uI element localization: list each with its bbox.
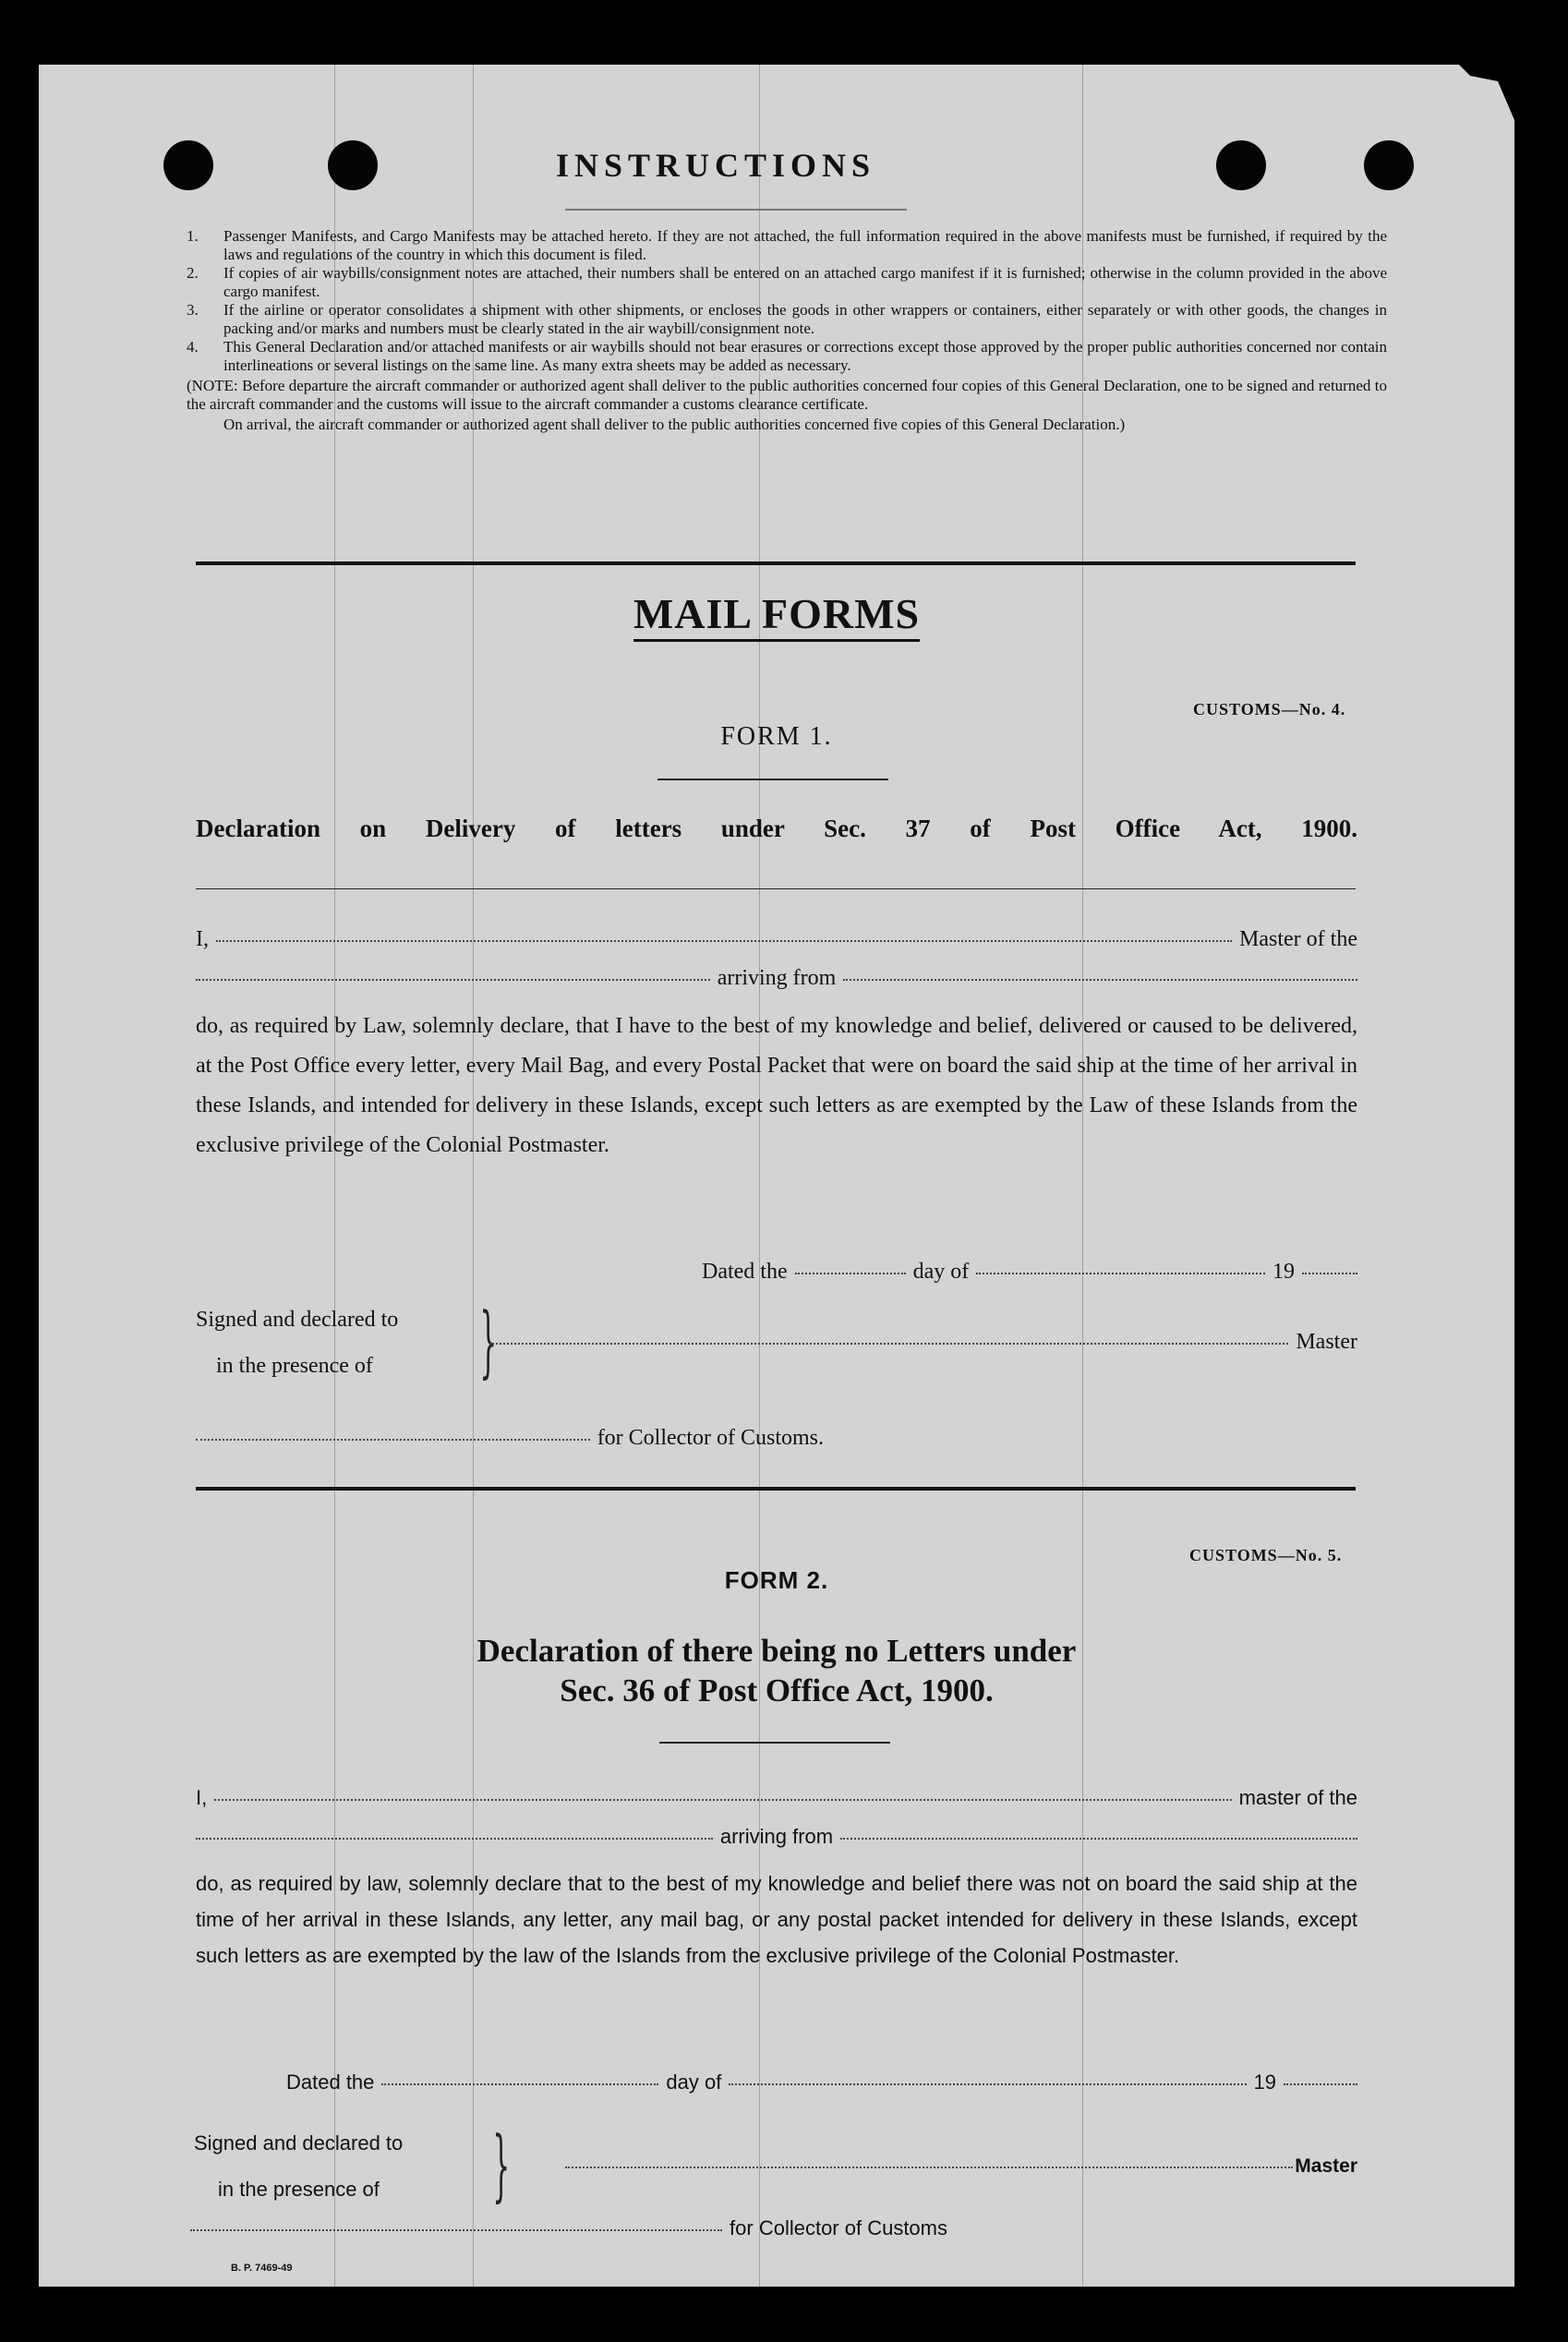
form2-heading-rule: [659, 1742, 890, 1744]
form1-declaration: Declaration on Delivery of letters under Sec. 37 of Post Office Act, 1900.: [196, 815, 1357, 842]
section-divider: [196, 561, 1356, 565]
collector-signature-field[interactable]: [190, 2229, 722, 2231]
form1-date-line: Dated the day of 19: [702, 1260, 1357, 1285]
instruction-note-arrival: On arrival, the aircraft commander or authorized agent shall deliver to the public authorities concerned five copies of this General Declaration.): [223, 416, 1126, 433]
form2-signed-label: Signed and declared to: [194, 2131, 404, 2155]
ship-name-field[interactable]: [196, 1838, 713, 1840]
form2-heading: FORM 2.: [724, 1566, 829, 1594]
instructions-title: INSTRUCTIONS: [556, 147, 876, 184]
ship-name-field[interactable]: [196, 979, 710, 981]
date-month-field[interactable]: [976, 1273, 1265, 1274]
print-code: B. P. 7469-49: [231, 2263, 293, 2274]
form1-master-line: I, Master of the: [196, 927, 1357, 951]
form1-presence-label: in the presence of: [216, 1354, 373, 1378]
mail-forms-title: MAIL FORMS: [39, 589, 1514, 638]
form1-master-sign-line: Master: [489, 1330, 1357, 1355]
form1-customs-code: CUSTOMS—No. 4.: [1193, 700, 1346, 718]
form2-collector-line: for Collector of Customs: [190, 2216, 947, 2240]
brace-icon: }: [479, 1296, 498, 1386]
date-year-field[interactable]: [1284, 2083, 1357, 2085]
form2-customs-code: CUSTOMS—No. 5.: [1189, 1546, 1343, 1564]
master-name-field[interactable]: [214, 1799, 1231, 1801]
form2-arriving-line: arriving from: [196, 1825, 1357, 1865]
brace-icon: }: [492, 2119, 511, 2210]
date-day-field[interactable]: [381, 2083, 658, 2085]
torn-corner: [1459, 65, 1514, 120]
instruction-note: (NOTE: Before departure the aircraft commander or authorized agent shall deliver to the public authorities concerned four copies of this General Declaration, one to be signed and returned to the aircraft commander and the customs will issue to the aircraft commander a customs clearance certificate.: [187, 377, 1387, 413]
punch-hole: [1216, 140, 1266, 190]
form1-declaration-rule: [196, 888, 1356, 889]
form2-declaration: Declaration of there being no Letters under Sec. 36 of Post Office Act, 1900.: [476, 1633, 1077, 1708]
form1-body: [196, 927, 1357, 1165]
form1-heading-rule: [657, 779, 888, 780]
form1-declaration-text: do, as required by Law, solemnly declare, that I have to the best of my knowledge and belief, delivered or caused to be delivered, at the Post Office every letter, every Mail Bag, and every Postal Packet that were on board the said ship at the time of her arrival in these Islands, and intended for delivery in these Islands, except such letters as are exempted by the Law of these Islands from the exclusive privilege of the Colonial Postmaster.: [196, 1014, 1357, 1157]
form1-arriving-line: arriving from: [196, 966, 1357, 1007]
date-month-field[interactable]: [729, 2083, 1246, 2085]
form1-signed-label: Signed and declared to: [196, 1308, 399, 1332]
form1-heading: FORM 1.: [720, 722, 833, 751]
master-name-field[interactable]: [216, 940, 1232, 942]
instructions-list: [187, 227, 1387, 434]
form2-master-line: I, master of the: [196, 1786, 1357, 1809]
instruction-item: 4. This General Declaration and/or attached manifests or air waybills should not bear erasures or corrections except those approved by the proper public authorities concerned nor contain interlineations or several listings on the same line. As many extra sheets may be added as necessary.: [187, 338, 1387, 374]
form2-master-sign-line: Master: [565, 2155, 1357, 2178]
form2-body: [196, 1786, 1357, 1974]
form2-date-line: Dated the day of 19: [286, 2070, 1357, 2095]
instruction-item: 2. If copies of air waybills/consignment notes are attached, their numbers shall be entered on an attached cargo manifest if it is furnished; otherwise in the column provided in the above cargo manifest.: [187, 264, 1387, 300]
form2-declaration-text: do, as required by law, solemnly declare that to the best of my knowledge and belief there was not on board the said ship at the time of her arrival in these Islands, any letter, any mail bag, or any postal packet intended for delivery in these Islands, except such letters as are exempted by the law of the Islands from the exclusive privilege of the Colonial Postmaster.: [196, 1872, 1357, 1967]
arriving-from-field[interactable]: [840, 1838, 1357, 1840]
instruction-item: 3. If the airline or operator consolidates a shipment with other shipments, or encloses the goods in other wrappers or containers, either separately or with other goods, the changes in packing and/or marks and numbers must be clearly stated in the air waybill/consignment note.: [187, 301, 1387, 337]
section-divider: [196, 1487, 1356, 1491]
instruction-item: 1. Passenger Manifests, and Cargo Manifests may be attached hereto. If they are not attached, the full information required in the above manifests must be furnished, if required by the laws and regulations of the country in which this document is filed.: [187, 227, 1387, 263]
master-signature-field[interactable]: [565, 2167, 1293, 2168]
form1-collector-line: for Collector of Customs.: [196, 1426, 824, 1451]
document-page: [39, 65, 1514, 2287]
date-day-field[interactable]: [795, 1273, 906, 1274]
punch-hole: [163, 140, 213, 190]
punch-hole: [1364, 140, 1414, 190]
punch-hole: [328, 140, 378, 190]
instructions-rule: [565, 209, 907, 211]
master-signature-field[interactable]: [489, 1343, 1288, 1345]
collector-signature-field[interactable]: [196, 1439, 590, 1441]
form2-presence-label: in the presence of: [218, 2178, 380, 2201]
arriving-from-field[interactable]: [843, 979, 1357, 981]
date-year-field[interactable]: [1302, 1273, 1357, 1274]
